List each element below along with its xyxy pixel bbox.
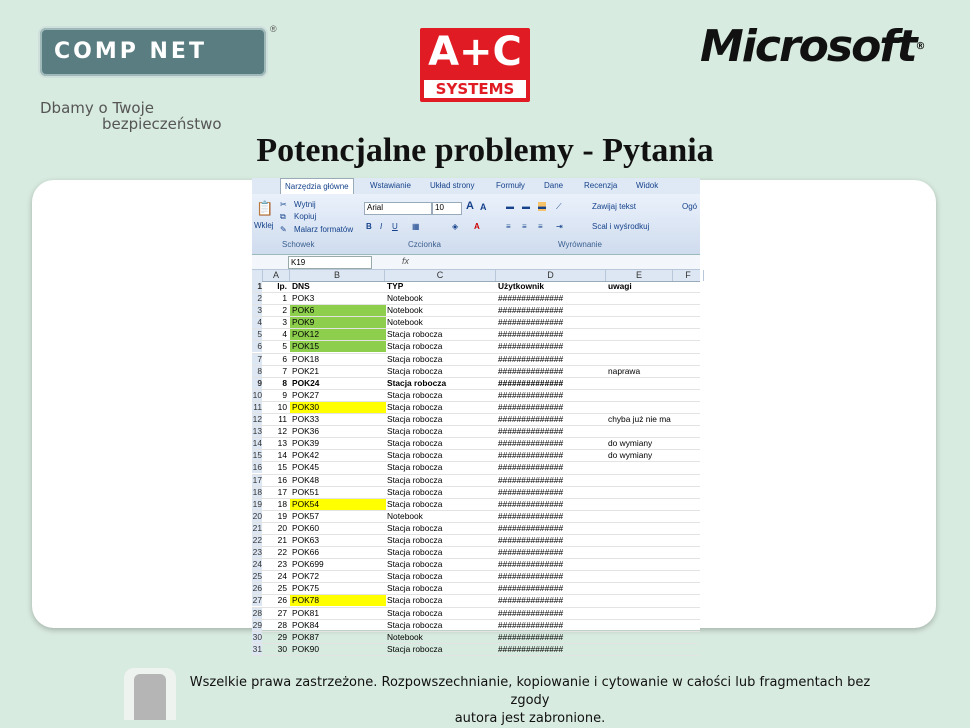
row-number[interactable]: 30 — [252, 631, 262, 642]
row-number[interactable]: 31 — [252, 643, 262, 654]
cell-user[interactable]: ############## — [498, 619, 564, 630]
cell-user[interactable]: ############## — [498, 583, 564, 594]
font-size-select[interactable]: 10 — [432, 202, 462, 215]
cell-dns[interactable]: POK54 — [290, 499, 386, 510]
tab-formulas[interactable]: Formuły — [496, 181, 525, 190]
row-number[interactable]: 26 — [252, 583, 262, 594]
row-number[interactable]: 19 — [252, 498, 262, 509]
cell-typ[interactable]: Stacja robocza — [387, 474, 443, 485]
cell-lp[interactable]: 10 — [277, 401, 287, 412]
column-header-a[interactable]: A — [263, 270, 290, 281]
cell-lp[interactable]: 20 — [277, 522, 287, 533]
cell-typ[interactable]: Stacja robocza — [387, 462, 443, 473]
row-number[interactable]: 18 — [252, 486, 262, 497]
column-header-f[interactable]: F — [673, 270, 704, 281]
cell-uwagi[interactable] — [606, 293, 702, 304]
cell-lp[interactable]: 29 — [277, 631, 287, 642]
table-row — [252, 632, 700, 644]
cell-uwagi[interactable] — [606, 341, 702, 352]
cell-dns[interactable]: POK30 — [290, 402, 386, 413]
cell-dns[interactable]: POK15 — [290, 341, 386, 352]
excel-screenshot — [252, 178, 700, 654]
cell-uwagi[interactable] — [606, 571, 702, 582]
cell-user[interactable]: ############## — [498, 534, 564, 545]
cell-dns[interactable]: POK66 — [292, 547, 320, 558]
cell-typ[interactable]: Stacja robocza — [387, 450, 443, 461]
cell-lp[interactable]: 15 — [277, 462, 287, 473]
header-user[interactable]: Użytkownik — [498, 281, 545, 291]
cell-lp[interactable]: 30 — [277, 643, 287, 654]
cell-lp[interactable]: 19 — [277, 510, 287, 521]
table-row — [252, 475, 700, 487]
cell-typ[interactable]: Notebook — [387, 510, 423, 521]
font-name-select[interactable]: Arial — [364, 202, 432, 215]
cell-lp[interactable]: 7 — [282, 365, 287, 376]
cell-uwagi[interactable]: naprawa — [608, 365, 641, 376]
cell-dns[interactable]: POK9 — [290, 317, 386, 328]
cell-uwagi[interactable] — [606, 547, 702, 558]
italic-icon[interactable]: I — [380, 222, 383, 231]
row-number[interactable]: 27 — [252, 595, 262, 606]
table-row — [252, 547, 700, 559]
cell-lp[interactable]: 9 — [282, 389, 287, 400]
cell-lp[interactable]: 21 — [277, 534, 287, 545]
tab-insert[interactable]: Wstawianie — [370, 181, 411, 190]
cell-typ[interactable]: Stacja robocza — [387, 643, 443, 654]
decorative-tab — [124, 668, 176, 720]
align-center-icon[interactable]: ≡ — [522, 222, 527, 231]
ac-logo-top: A+C — [428, 29, 522, 75]
cell-dns[interactable]: POK90 — [292, 643, 320, 654]
cell-dns[interactable]: POK36 — [292, 426, 320, 437]
cell-lp[interactable]: 13 — [277, 438, 287, 449]
fx-icon[interactable]: fx — [402, 256, 410, 266]
row-number[interactable]: 2 — [252, 293, 262, 304]
cell-lp[interactable]: 25 — [277, 583, 287, 594]
cell-uwagi[interactable] — [606, 595, 702, 606]
cell-dns[interactable]: POK21 — [292, 365, 320, 376]
paste-button[interactable]: Wklej — [254, 221, 274, 230]
table-row — [252, 644, 700, 656]
cell-user[interactable]: ############## — [498, 510, 564, 521]
wrap-text-button[interactable]: Zawijaj tekst — [592, 202, 637, 211]
cell-typ[interactable]: Stacja robocza — [387, 438, 443, 449]
cell-user[interactable]: ############## — [498, 389, 564, 400]
cell-user[interactable]: ############## — [498, 401, 564, 412]
merge-center-button[interactable]: Scal i wyśrodkuj — [592, 222, 650, 231]
row-number[interactable]: 23 — [252, 547, 262, 558]
row-number[interactable]: 11 — [253, 401, 262, 412]
cell-lp[interactable]: 14 — [277, 450, 287, 461]
cell-dns[interactable]: POK27 — [292, 389, 320, 400]
cell-dns[interactable]: POK78 — [290, 595, 386, 606]
cell-user[interactable]: ############## — [498, 547, 564, 558]
cell-dns[interactable]: POK33 — [292, 414, 320, 425]
microsoft-reg-mark: ® — [915, 41, 926, 52]
header-typ[interactable]: TYP — [387, 281, 404, 291]
cell-dns[interactable]: POK87 — [292, 631, 320, 642]
row-number[interactable]: 8 — [252, 366, 262, 377]
name-box[interactable]: K19 — [288, 256, 372, 269]
align-top-icon[interactable]: ▬ — [506, 202, 514, 211]
cell-dns[interactable]: POK48 — [292, 474, 320, 485]
cell-typ[interactable]: Notebook — [387, 305, 423, 316]
cell-lp[interactable]: 23 — [277, 559, 287, 570]
cell-typ[interactable]: Notebook — [387, 317, 423, 328]
column-header-d[interactable]: D — [496, 270, 606, 281]
cell-lp[interactable]: 11 — [278, 414, 287, 425]
cell-lp[interactable]: 6 — [282, 353, 287, 364]
table-row — [252, 426, 700, 438]
copy-icon[interactable]: ⧉ — [280, 212, 286, 221]
table-row — [252, 402, 700, 414]
cell-dns[interactable]: POK60 — [292, 522, 320, 533]
cell-dns[interactable]: POK45 — [292, 462, 320, 473]
tab-data[interactable]: Dane — [544, 181, 564, 190]
formula-bar — [252, 255, 700, 270]
cell-dns[interactable]: POK75 — [292, 583, 320, 594]
cell-user[interactable]: ############## — [498, 377, 564, 388]
header-uwagi[interactable]: uwagi — [608, 281, 632, 291]
cell-uwagi[interactable] — [606, 354, 702, 365]
table-row — [252, 438, 700, 450]
cut-icon[interactable]: ✂ — [280, 200, 287, 209]
cell-user[interactable]: ############## — [498, 462, 564, 473]
cell-uwagi[interactable]: chyba już nie ma — [608, 414, 671, 425]
group-clipboard: Schowek — [282, 240, 315, 249]
cell-user[interactable]: ############## — [498, 486, 564, 497]
grow-font-icon[interactable]: A — [466, 200, 474, 212]
cell-dns[interactable]: POK51 — [292, 486, 320, 497]
table-row — [252, 499, 700, 511]
cell-uwagi[interactable] — [606, 462, 702, 473]
cell-lp[interactable]: 2 — [282, 305, 287, 316]
row-number[interactable]: 25 — [252, 571, 262, 582]
tab-home[interactable]: Narzędzia główne — [280, 178, 354, 194]
row-number[interactable]: 15 — [252, 450, 262, 461]
compnet-logo — [38, 24, 277, 78]
table-row — [252, 317, 700, 329]
cell-uwagi[interactable] — [606, 487, 702, 498]
cell-typ[interactable]: Stacja robocza — [387, 329, 443, 340]
cell-lp[interactable]: 24 — [277, 571, 287, 582]
cell-lp[interactable]: 22 — [277, 547, 287, 558]
cell-dns[interactable]: POK18 — [292, 353, 320, 364]
cell-dns[interactable]: POK81 — [292, 607, 320, 618]
compnet-tagline — [40, 100, 270, 132]
row-number[interactable]: 29 — [252, 619, 262, 630]
cut-button[interactable]: Wytnij — [294, 200, 316, 209]
cell-user[interactable]: ############## — [498, 293, 564, 304]
table-row — [252, 595, 700, 607]
cell-user[interactable]: ############## — [498, 365, 564, 376]
table-row — [252, 608, 700, 620]
cell-uwagi[interactable] — [606, 378, 702, 389]
row-number[interactable]: 16 — [252, 462, 262, 473]
table-row — [252, 341, 700, 353]
footer-line2: autora jest zabronione. — [454, 711, 606, 726]
row-number[interactable]: 7 — [252, 354, 262, 365]
ribbon — [252, 194, 700, 255]
ac-systems-logo — [420, 28, 530, 102]
cell-dns[interactable]: POK72 — [292, 571, 320, 582]
cell-user[interactable]: ############## — [498, 329, 564, 340]
table-row — [252, 305, 700, 317]
cell-user[interactable]: ############## — [498, 305, 564, 316]
cell-lp[interactable]: 26 — [277, 595, 287, 606]
row-number[interactable]: 21 — [252, 522, 262, 533]
compnet-logo-text: COMP NET — [54, 39, 207, 64]
orientation-icon[interactable]: ⟋ — [556, 202, 562, 211]
cell-typ[interactable]: Stacja robocza — [387, 619, 443, 630]
table-row — [252, 583, 700, 595]
row-number[interactable]: 14 — [252, 438, 262, 449]
cell-typ[interactable]: Stacja robocza — [387, 607, 443, 618]
copy-button[interactable]: Kopiuj — [294, 212, 317, 221]
table-row — [252, 390, 700, 402]
shrink-font-icon[interactable]: A — [480, 202, 487, 212]
cell-user[interactable]: ############## — [498, 559, 564, 570]
table-header-row — [252, 281, 700, 293]
cell-user[interactable]: ############## — [498, 414, 564, 425]
cell-user[interactable]: ############## — [498, 317, 564, 328]
cell-dns[interactable]: POK63 — [292, 534, 320, 545]
cell-dns[interactable]: POK39 — [292, 438, 320, 449]
table-row — [252, 523, 700, 535]
row-number[interactable]: 12 — [252, 414, 262, 425]
cell-user[interactable]: ############## — [498, 643, 564, 654]
decorative-tab-inner — [134, 674, 166, 720]
table-row — [252, 329, 700, 341]
cell-user[interactable]: ############## — [498, 571, 564, 582]
group-font: Czcionka — [408, 240, 441, 249]
cell-dns[interactable]: POK699 — [292, 559, 324, 570]
column-header-e[interactable]: E — [606, 270, 673, 281]
ribbon-tabs — [252, 178, 700, 194]
row-number[interactable]: 22 — [252, 534, 262, 545]
cell-uwagi[interactable] — [606, 559, 702, 570]
row-number[interactable]: 13 — [252, 426, 262, 437]
cell-dns[interactable]: POK3 — [292, 293, 315, 304]
table-row — [252, 559, 700, 571]
row-number[interactable]: 28 — [252, 607, 262, 618]
cell-user[interactable]: ############## — [498, 522, 564, 533]
select-all-corner[interactable] — [252, 270, 263, 281]
cell-typ[interactable]: Stacja robocza — [387, 353, 443, 364]
cell-user[interactable]: ############## — [498, 607, 564, 618]
cell-dns[interactable]: POK42 — [292, 450, 320, 461]
cell-typ[interactable]: Stacja robocza — [387, 559, 443, 570]
tagline-line2: bezpieczeństwo — [102, 115, 222, 133]
cell-typ[interactable]: Stacja robocza — [387, 534, 443, 545]
cell-uwagi[interactable] — [606, 305, 702, 316]
cell-lp[interactable]: 3 — [282, 317, 287, 328]
tab-review[interactable]: Recenzja — [584, 181, 618, 190]
number-format-select[interactable]: Ogó — [682, 202, 698, 211]
tab-view[interactable]: Widok — [636, 181, 659, 190]
table-row — [252, 293, 700, 305]
compnet-reg-mark: ® — [270, 24, 277, 34]
cell-typ[interactable]: Stacja robocza — [387, 389, 443, 400]
cell-lp[interactable]: 1 — [282, 293, 287, 304]
cell-lp[interactable]: 5 — [282, 341, 287, 352]
cell-user[interactable]: ############## — [498, 474, 564, 485]
cell-user[interactable]: ############## — [498, 595, 564, 606]
cell-lp[interactable]: 27 — [277, 607, 287, 618]
cell-user[interactable]: ############## — [498, 450, 564, 461]
header-dns[interactable]: DNS — [292, 281, 310, 291]
table-row — [252, 535, 700, 547]
table-row — [252, 354, 700, 366]
font-color-icon[interactable]: A — [474, 222, 480, 231]
cell-dns[interactable]: POK6 — [290, 305, 386, 316]
row-number[interactable]: 24 — [252, 559, 262, 570]
cell-typ[interactable]: Stacja robocza — [387, 486, 443, 497]
tab-page-layout[interactable]: Układ strony — [430, 181, 475, 190]
row-number[interactable]: 6 — [252, 341, 262, 352]
microsoft-logo-text: Microsoft — [700, 21, 916, 72]
cell-dns[interactable]: POK84 — [292, 619, 320, 630]
align-bottom-icon[interactable]: ▬ — [538, 202, 546, 211]
cell-uwagi[interactable] — [606, 426, 702, 437]
cell-dns[interactable]: POK24 — [292, 377, 320, 388]
row-number[interactable]: 9 — [252, 378, 262, 389]
borders-icon[interactable]: ▦ — [412, 222, 420, 231]
copyright-footer — [180, 674, 880, 728]
cell-user[interactable]: ############## — [498, 631, 564, 642]
table-row — [252, 414, 700, 426]
cell-uwagi[interactable] — [606, 608, 702, 619]
indent-icon[interactable]: ⇥ — [556, 222, 563, 231]
row-number[interactable]: 17 — [252, 474, 262, 485]
cell-typ[interactable]: Stacja robocza — [387, 426, 443, 437]
cell-lp[interactable]: 12 — [277, 426, 287, 437]
cell-uwagi[interactable] — [606, 329, 702, 340]
cell-typ[interactable]: Stacja robocza — [387, 401, 443, 412]
align-right-icon[interactable]: ≡ — [538, 222, 543, 231]
cell-user[interactable]: ############## — [498, 353, 564, 364]
format-painter-icon[interactable]: ✎ — [280, 225, 287, 234]
tagline-line1: Dbamy o Twoje — [40, 99, 154, 117]
microsoft-logo — [700, 22, 940, 72]
header-lp[interactable]: lp. — [277, 281, 287, 291]
row-number[interactable]: 10 — [252, 389, 262, 400]
cell-typ[interactable]: Stacja robocza — [387, 571, 443, 582]
cell-user[interactable]: ############## — [498, 341, 564, 352]
cell-dns[interactable]: POK57 — [292, 510, 320, 521]
row-number[interactable]: 20 — [252, 510, 262, 521]
align-left-icon[interactable]: ≡ — [506, 222, 511, 231]
row-number[interactable]: 3 — [252, 305, 262, 316]
table-row — [252, 366, 700, 378]
table-row — [252, 511, 700, 523]
footer-line1: Wszelkie prawa zastrzeżone. Rozpowszechnianie, kopiowanie i cytowanie w całości lub fragmentach bez zgody — [189, 675, 871, 708]
paste-icon[interactable]: 📋 — [256, 200, 274, 216]
cell-typ[interactable]: Stacja robocza — [387, 365, 443, 376]
spreadsheet-grid — [252, 281, 700, 656]
ac-logo-bottom: SYSTEMS — [424, 80, 526, 98]
cell-lp[interactable]: 17 — [277, 486, 287, 497]
cell-typ[interactable]: Notebook — [387, 293, 423, 304]
cell-uwagi[interactable] — [606, 402, 702, 413]
cell-typ[interactable]: Stacja robocza — [387, 547, 443, 558]
cell-uwagi[interactable] — [606, 632, 702, 643]
cell-user[interactable]: ############## — [498, 498, 564, 509]
cell-typ[interactable]: Stacja robocza — [387, 583, 443, 594]
cell-uwagi[interactable]: do wymiany — [608, 438, 653, 449]
underline-icon[interactable]: U — [392, 222, 398, 231]
cell-typ[interactable]: Stacja robocza — [387, 341, 443, 352]
format-painter-button[interactable]: Malarz formatów — [294, 225, 354, 234]
cell-uwagi[interactable] — [606, 390, 702, 401]
cell-uwagi[interactable] — [606, 583, 702, 594]
cell-typ[interactable]: Stacja robocza — [387, 522, 443, 533]
column-header-c[interactable]: C — [385, 270, 496, 281]
cell-uwagi[interactable] — [606, 499, 702, 510]
cell-typ[interactable]: Stacja robocza — [387, 595, 443, 606]
group-alignment: Wyrównanie — [558, 240, 602, 249]
cell-uwagi[interactable] — [606, 523, 702, 534]
table-row — [252, 450, 700, 462]
cell-dns[interactable]: POK12 — [290, 329, 386, 340]
cell-uwagi[interactable] — [606, 511, 702, 522]
cell-lp[interactable]: 16 — [277, 474, 287, 485]
cell-typ[interactable]: Notebook — [387, 631, 423, 642]
table-row — [252, 462, 700, 474]
cell-uwagi[interactable]: do wymiany — [608, 450, 653, 461]
cell-user[interactable]: ############## — [498, 438, 564, 449]
cell-typ[interactable]: Stacja robocza — [387, 414, 443, 425]
cell-lp[interactable]: 18 — [277, 498, 287, 509]
row-number[interactable]: 5 — [252, 329, 262, 340]
table-row — [252, 620, 700, 632]
table-row — [252, 378, 700, 390]
row-number[interactable]: 4 — [252, 317, 262, 328]
cell-uwagi[interactable] — [606, 644, 702, 655]
cell-typ[interactable]: Stacja robocza — [387, 377, 447, 388]
cell-lp[interactable]: 4 — [282, 329, 287, 340]
cell-uwagi[interactable] — [606, 317, 702, 328]
slide-title: Potencjalne problemy - Pytania — [256, 132, 714, 169]
fill-color-icon[interactable]: ◈ — [452, 222, 459, 231]
align-middle-icon[interactable]: ▬ — [522, 202, 530, 211]
cell-uwagi[interactable] — [606, 475, 702, 486]
cell-uwagi[interactable] — [606, 620, 702, 631]
cell-uwagi[interactable] — [606, 535, 702, 546]
table-row — [252, 571, 700, 583]
cell-lp[interactable]: 8 — [282, 377, 287, 388]
table-row — [252, 487, 700, 499]
row-number[interactable]: 1 — [252, 281, 262, 292]
cell-user[interactable]: ############## — [498, 426, 564, 437]
bold-icon[interactable]: B — [366, 222, 372, 231]
cell-typ[interactable]: Stacja robocza — [387, 498, 443, 509]
column-header-b[interactable]: B — [290, 270, 385, 281]
cell-lp[interactable]: 28 — [277, 619, 287, 630]
